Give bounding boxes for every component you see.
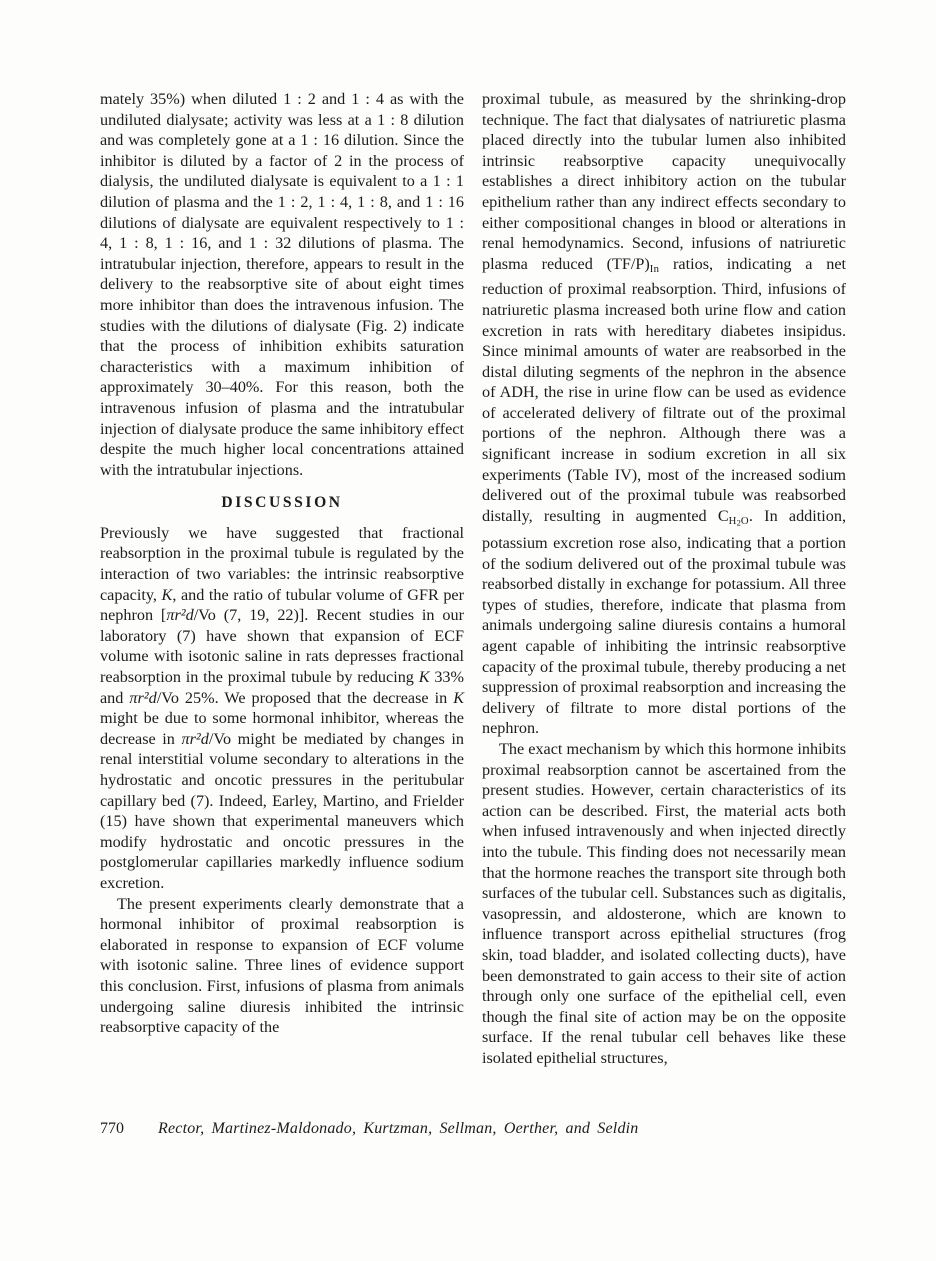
running-authors: Rector, Martinez-Maldonado, Kurtzman, Sellman, Oerther, and Seldin	[158, 1120, 639, 1137]
section-heading-discussion: DISCUSSION	[221, 494, 343, 512]
page-number: 770	[100, 1120, 124, 1137]
page-footer	[100, 1119, 848, 1139]
paragraph-previously-suggested: Previously we have suggested that fractional reabsorption in the proximal tubule is regulated by the interaction of two variables: the intrinsic reabsorptive capacity, K, and the ratio of tubular volume of GFR per nephron [πr²d/Vo (7, 19, 22)]. Recent studies in our laboratory (7) have shown that expansion of ECF volume with isotonic saline in rats depresses fractional reabsorption in the proximal tubule by reducing K 33% and πr²d/Vo 25%. We proposed that the decrease in K might be due to some hormonal inhibitor, whereas the decrease in πr²d/Vo might be mediated by changes in renal interstitial volume secondary to alterations in the hydrostatic and oncotic pressures in the peritubular capillary bed (7). Indeed, Earley, Martino, and Frielder (15) have shown that experimental maneuvers which modify hydrostatic and oncotic pressures in the postglomerular capillaries markedly influence sodium excretion.	[100, 523, 464, 892]
paragraph-exact-mechanism: The exact mechanism by which this hormone inhibits proximal reabsorption cannot be ascertained from the present studies. However, certain characteristics of its action can be described. First, the material acts both when infused intravenously and when injected directly into the tubule. This finding does not necessarily mean that the hormone reaches the transport site through both surfaces of the tubular cell. Substances such as digitalis, vasopressin, and aldosterone, which are known to influence transport across epithelial structures (frog skin, toad bladder, and isolated collecting ducts), have been demonstrated to gain access to their site of action through only one surface of the epithelial cell, even though the final site of action may be on the opposite surface. If the renal tubular cell behaves like these isolated epithelial structures,	[482, 740, 846, 1067]
left-column	[100, 89, 464, 1038]
paragraph-dilution-continuation: mately 35%) when diluted 1 : 2 and 1 : 4 as with the undiluted dialysate; activity was less at a 1 : 8 dilution and was completely gone at a 1 : 16 dilution. Since the inhibitor is diluted by a factor of 2 in the process of dialysis, the undiluted dialysate is equivalent to a 1 : 1 dilution of plasma and the 1 : 2, 1 : 4, 1 : 8, and 1 : 16 dilutions of dialysate are equivalent respectively to 1 : 4, 1 : 8, 1 : 16, and 1 : 32 dilutions of plasma. The intratubular injection, therefore, appears to result in the delivery to the reabsorptive site of about eight times more inhibitor than does the intravenous infusion. The studies with the dilutions of dialysate (Fig. 2) indicate that the process of inhibition exhibits saturation characteristics with a maximum inhibition of approximately 30–40%. For this reason, both the intravenous infusion of plasma and the intratubular injection of dialysate produce the same inhibitory effect despite the much higher local concentrations attained with the intratubular injections.	[100, 90, 464, 479]
paragraph-present-experiments: The present experiments clearly demonstrate that a hormonal inhibitor of proximal reabsorption is elaborated in response to expansion of ECF volume with isotonic saline. Three lines of evidence support this conclusion. First, infusions of plasma from animals undergoing saline diuresis inhibited the intrinsic reabsorptive capacity of the	[100, 894, 464, 1037]
paragraph-proximal-tubule-continuation: proximal tubule, as measured by the shrinking-drop technique. The fact that dialysates of natriuretic plasma placed directly into the tubular lumen also inhibited intrinsic reabsorptive capacity unequivocally establishes a direct inhibitory action on the tubular epithelium rather than any indirect effects secondary to either compositional changes in blood or alterations in renal hemodynamics. Second, infusions of natriuretic plasma reduced (TF/P)In ratios, indicating a net reduction of proximal reabsorption. Third, infusions of natriuretic plasma increased both urine flow and cation excretion in rats with hereditary diabetes insipidus. Since minimal amounts of water are reabsorbed in the distal diluting segments of the nephron in the absence of ADH, the rise in urine flow can be used as evidence of accelerated delivery of filtrate out of the proximal portions of the nephron. Although there was a significant increase in sodium excretion in all six experiments (Table IV), most of the increased sodium delivered out of the proximal tubule was reabsorbed distally, resulting in augmented $CH_2O$. In addition, potassium excretion rose also, indicating that a portion of the sodium delivered out of the proximal tubule was reabsorbed distally in exchange for potassium. All three types of studies, therefore, indicate that plasma from animals undergoing saline diuresis contains a humoral agent capable of inhibiting the intrinsic reabsorptive capacity of the proximal tubule, thereby producing a net suppression of proximal reabsorption and increasing the delivery of filtrate to more distal portions of the nephron.	[482, 90, 846, 738]
right-column	[482, 89, 846, 1069]
